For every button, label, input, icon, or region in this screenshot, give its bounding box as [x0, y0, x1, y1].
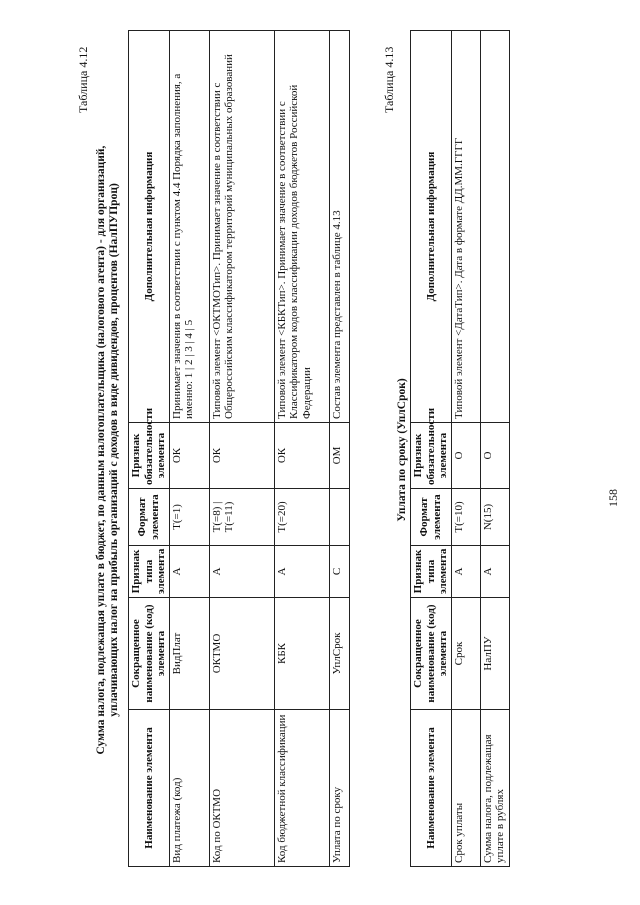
- table-row: [451, 31, 480, 867]
- cell-format: N(15): [480, 489, 509, 546]
- cell-name: Код по ОКТМО: [209, 710, 274, 867]
- header-cell: Дополнительная информация: [411, 31, 452, 423]
- title-line: уплачивающих налог на прибыль организаций с доходов в виде дивидендов, процентов (НалПУПроц): [108, 183, 120, 717]
- cell-required: ОК: [274, 423, 329, 489]
- header-cell: Признак обязательности элемента: [129, 423, 170, 489]
- cell-type: А: [169, 546, 209, 598]
- header-cell: Сокращенное наименование (код) элемента: [411, 598, 452, 710]
- cell-required: ОК: [209, 423, 274, 489]
- title-line: Сумма налога, подлежащая уплате в бюджет, по данным налогоплательщика (налогового агента) - для организаций,: [95, 145, 107, 755]
- table-row: [209, 31, 274, 867]
- table-row: [274, 31, 329, 867]
- cell-required: О: [451, 423, 480, 489]
- cell-name: Сумма налога, подлежащая уплате в рублях: [480, 710, 509, 867]
- header-cell: Признак обязательности элемента: [411, 423, 452, 489]
- cell-code: Срок: [451, 598, 480, 710]
- cell-code: ОКТМО: [209, 598, 274, 710]
- header-cell: Наименование элемента: [411, 710, 452, 867]
- cell-info: [480, 31, 509, 423]
- cell-type: А: [209, 546, 274, 598]
- cell-info: Типовой элемент <ДатаТип>. Дата в формате ДД.ММ.ГГГГ: [451, 31, 480, 423]
- cell-required: ОМ: [329, 423, 349, 489]
- header-cell: Признак типа элемента: [129, 546, 170, 598]
- table-row: [329, 31, 349, 867]
- cell-code: НалПУ: [480, 598, 509, 710]
- table-4-13-title: Уплата по сроку (УплСрок): [396, 378, 408, 522]
- header-cell: Формат элемента: [129, 489, 170, 546]
- table-4-13: [410, 30, 510, 867]
- cell-name: Код бюджетной классификации: [274, 710, 329, 867]
- table-header-row: [129, 31, 170, 867]
- cell-code: УплСрок: [329, 598, 349, 710]
- header-cell: Дополнительная информация: [129, 31, 170, 423]
- cell-name: Вид платежа (код): [169, 710, 209, 867]
- cell-info: Типовой элемент <КБКТип>. Принимает значение в соответствии с Классификатором кодов классификации доходов бюджетов Российской Федерации: [274, 31, 329, 423]
- table-4-12-label: Таблица 4.12: [76, 46, 90, 113]
- cell-format: T(=8) | T(=11): [209, 489, 274, 546]
- cell-required: ОК: [169, 423, 209, 489]
- cell-type: А: [451, 546, 480, 598]
- header-cell: Сокращенное наименование (код) элемента: [129, 598, 170, 710]
- table-4-12: [128, 30, 350, 867]
- cell-required: О: [480, 423, 509, 489]
- table-row: [169, 31, 209, 867]
- table-row: [480, 31, 509, 867]
- cell-format: T(=10): [451, 489, 480, 546]
- page-number: 158: [606, 489, 620, 507]
- cell-name: Срок уплаты: [451, 710, 480, 867]
- header-cell: Формат элемента: [411, 489, 452, 546]
- cell-format: T(=1): [169, 489, 209, 546]
- cell-info: Типовой элемент <ОКТМОТип>. Принимает значение в соответствии с Общероссийским классификатором территорий муниципальных образований: [209, 31, 274, 423]
- cell-type: А: [274, 546, 329, 598]
- cell-type: А: [480, 546, 509, 598]
- cell-format: [329, 489, 349, 546]
- table-header-row: [411, 31, 452, 867]
- cell-type: С: [329, 546, 349, 598]
- table-4-13-label: Таблица 4.13: [382, 46, 396, 113]
- cell-name: Уплата по сроку: [329, 710, 349, 867]
- cell-info: Принимает значения в соответствии с пунктом 4.4 Порядка заполнения, а именно: 1 | 2 | 3 | 4 | 5: [169, 31, 209, 423]
- header-cell: Признак типа элемента: [411, 546, 452, 598]
- table-4-12-title: [95, 35, 121, 865]
- cell-format: T(=20): [274, 489, 329, 546]
- header-cell: Наименование элемента: [129, 710, 170, 867]
- cell-info: Состав элемента представлен в таблице 4.13: [329, 31, 349, 423]
- cell-code: ВидПлат: [169, 598, 209, 710]
- cell-code: КБК: [274, 598, 329, 710]
